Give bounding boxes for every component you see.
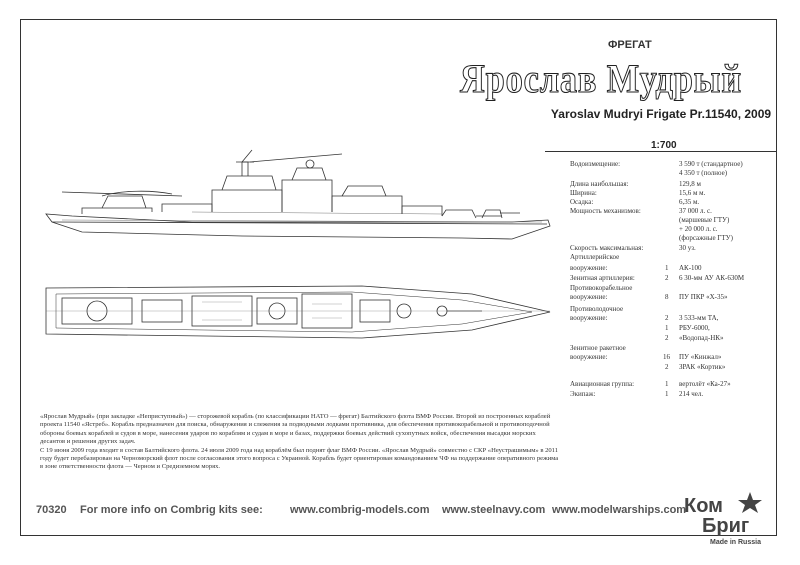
spec-value: 6,35 м.: [679, 198, 700, 206]
spec-label: Зенитная артиллерия:: [570, 274, 635, 282]
svg-text:Бриг: Бриг: [702, 515, 750, 537]
spec-value: (форсажные ГТУ): [679, 234, 733, 242]
spec-label: Скорость максимальная:: [570, 244, 644, 252]
spec-value: 129,8 м: [679, 180, 701, 188]
spec-label: вооружение:: [570, 314, 608, 322]
spec-count: 8: [665, 293, 669, 301]
svg-text:Made in Russia: Made in Russia: [710, 539, 761, 546]
spec-label: Длина наибольшая:: [570, 180, 629, 188]
spec-count: 1: [665, 264, 669, 272]
kit-code: 70320: [36, 504, 67, 516]
scale-rule: [545, 151, 777, 152]
spec-count: 1: [665, 390, 669, 398]
steelnavy-link[interactable]: www.steelnavy.com: [442, 504, 546, 516]
spec-label: Артиллерийское: [570, 253, 620, 261]
spec-label: Экипаж:: [570, 390, 596, 398]
spec-label: Противолодочное: [570, 305, 624, 313]
combrig-link[interactable]: www.combrig-models.com: [290, 504, 430, 516]
spec-value: 3 590 т (стандартное): [679, 160, 743, 168]
spec-value: 3 533-мм ТА,: [679, 314, 719, 322]
more-info-text: For more info on Combrig kits see:: [80, 504, 263, 516]
ship-class-label: ФРЕГАТ: [608, 39, 652, 51]
spec-value: + 20 000 л. с.: [679, 225, 718, 233]
spec-count: 2: [665, 334, 669, 342]
svg-text:Ком: Ком: [684, 495, 723, 517]
description-paragraph: С 19 июня 2009 года входит в состав Балтийского флота. 24 июля 2009 года над кораблём был поднят флаг ВМФ России. «Ярослав Мудрый» совместно с СКР «Неустрашимым» в 2011 году будет перебазирован на Черноморский флот после согласования этого вопроса с Украиной. Корабль будет ориентирован командованием ЧФ на поддержание оперативного режима в зоне ответственности флота — Черном и Средиземном морях.: [40, 446, 559, 471]
spec-value: РБУ-6000,: [679, 324, 710, 332]
spec-label: Осадка:: [570, 198, 594, 206]
ship-caption: Yaroslav Mudryi Frigate Pr.11540, 2009: [550, 107, 772, 121]
spec-value: вертолёт «Ка-27»: [679, 380, 731, 388]
spec-value: 15,6 м м.: [679, 189, 706, 197]
spec-value: «Водопад-НК»: [679, 334, 724, 342]
spec-value: ПУ ПКР «Х-35»: [679, 293, 728, 301]
spec-label: вооружение:: [570, 293, 608, 301]
spec-value: 6 30-мм АУ АК-630М: [679, 274, 745, 282]
combrig-logo: [680, 488, 780, 548]
spec-value: 214 чел.: [679, 390, 704, 398]
spec-label: Противокорабельное: [570, 284, 633, 292]
spec-label: Ширина:: [570, 189, 597, 197]
spec-label: вооружение:: [570, 264, 608, 272]
spec-label: Зенитное ракетное: [570, 344, 626, 352]
spec-count: 2: [665, 314, 669, 322]
ship-side-profile: [42, 150, 554, 250]
spec-count: 2: [665, 363, 669, 371]
spec-value: АК-100: [679, 264, 702, 272]
spec-count: 1: [665, 380, 669, 388]
spec-value: 4 350 т (полное): [679, 169, 728, 177]
ship-name-logo: [458, 52, 744, 102]
spec-value: ЗРАК «Кортик»: [679, 363, 726, 371]
footer-bar: [22, 504, 727, 520]
spec-label: вооружение:: [570, 353, 608, 361]
spec-count: 16: [663, 353, 670, 361]
description-paragraph: «Ярослав Мудрый» (при закладке «Неприступный») — сторожевой корабль (по классификации НАТО — фрегат) Балтийского флота ВМФ России. Второй из построенных кораблей проекта 11540 «Ястреб». Корабль предназначен для поиска, обнаружения и слежения за подводными лодками противника, для обеспечения противокорабельной и противоподочной обороны боевых кораблей и судов в море, нанесения ударов по кораблям и судам в море и базах, поддержки боевых действий сухопутных войск, обеспечения высадки морских десантов и решения других задач.: [40, 413, 551, 446]
ship-description: [40, 413, 560, 472]
spec-label: Авиационная группа:: [570, 380, 635, 388]
spec-count: 2: [665, 274, 669, 282]
spec-value: ПУ «Кинжал»: [679, 353, 722, 361]
scale-label: 1:700: [651, 140, 677, 151]
modelwarships-link[interactable]: www.modelwarships.com: [552, 504, 687, 516]
spec-value: 30 уз.: [679, 244, 696, 252]
spec-value: 37 000 л. с.: [679, 207, 712, 215]
ship-plan-view: [42, 276, 554, 346]
spec-label: Водоизмещение:: [570, 160, 621, 168]
spec-count: 1: [665, 324, 669, 332]
spec-value: (маршевые ГТУ): [679, 216, 730, 224]
svg-text:Ярослав Мудрый: Ярослав Мудрый: [460, 56, 742, 101]
spec-label: Мощность механизмов:: [570, 207, 641, 215]
star-icon: [738, 492, 762, 513]
